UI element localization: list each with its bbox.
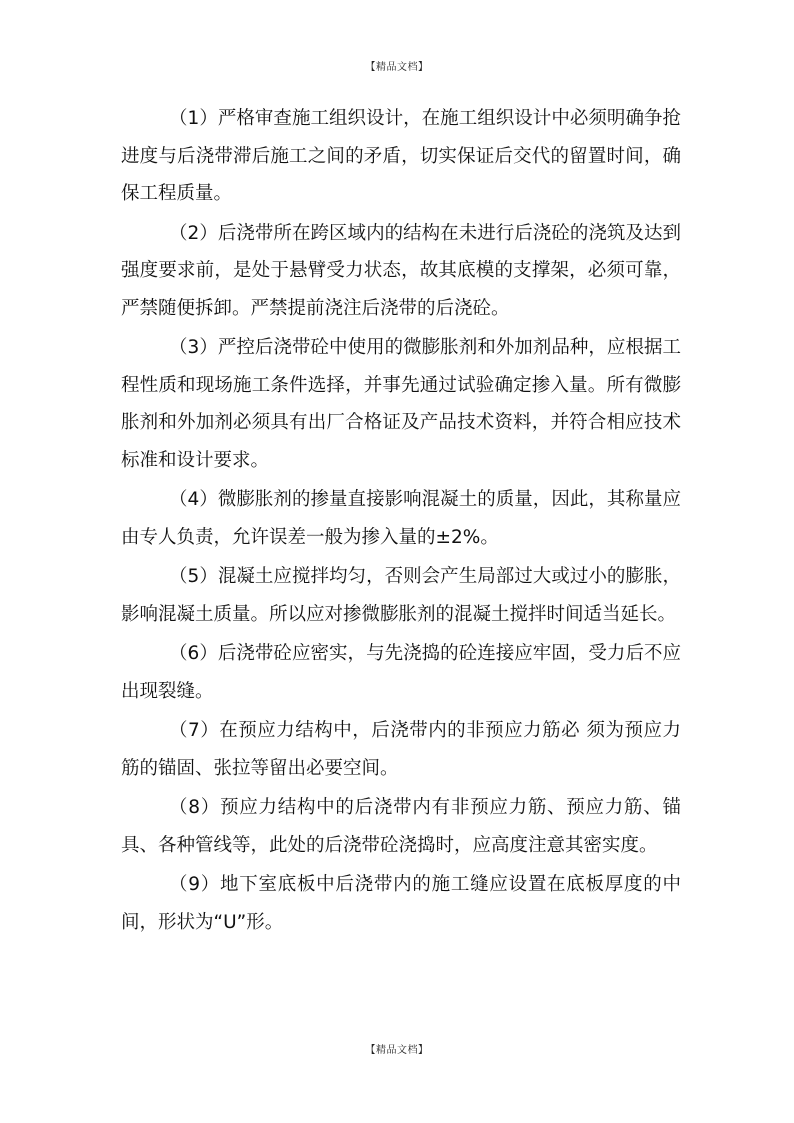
- paragraph-1: （1）严格审查施工组织设计，在施工组织设计中必须明确争抢进度与后浇带滞后施工之间的矛盾，切实保证后交代的留置时间，确保工程质量。: [121, 108, 681, 204]
- paragraph-7: （7）在预应力结构中，后浇带内的非预应力筋必 须为预应力筋的锚固、张拉等留出必要空间。: [121, 720, 681, 779]
- paragraph-2: （2）后浇带所在跨区域内的结构在未进行后浇砼的浇筑及达到强度要求前，是处于悬臂受力状态，故其底模的支撑架，必须可靠，严禁随便拆卸。严禁提前浇注后浇带的后浇砼。: [121, 222, 681, 319]
- paragraph-5: （5）混凝土应搅拌均匀，否则会产生局部过大或过小的膨胀，影响混凝土质量。所以应对掺微膨胀剂的混凝土搅拌时间适当延长。: [121, 566, 681, 625]
- page-footer: 【精品文档】: [365, 1045, 429, 1056]
- paragraph-3: （3）严控后浇带砼中使用的微膨胀剂和外加剂品种，应根据工程性质和现场施工条件选择，并事先通过试验确定掺入量。所有微膨胀剂和外加剂必须具有出厂合格证及产品技术资料，并符合相应技术标准和设计要求。: [121, 337, 681, 471]
- document-body: [121, 100, 681, 943]
- paragraph-6: （6）后浇带砼应密实，与先浇捣的砼连接应牢固，受力后不应出现裂缝。: [121, 643, 681, 702]
- paragraph-4: （4）微膨胀剂的掺量直接影响混凝土的质量，因此，其称量应由专人负责，允许误差一般为掺入量的±2%。: [121, 489, 681, 548]
- paragraph-9: （9）地下室底板中后浇带内的施工缝应设置在底板厚度的中间，形状为“U”形。: [121, 874, 681, 933]
- page-header: 【精品文档】: [365, 62, 429, 73]
- paragraph-8: （8）预应力结构中的后浇带内有非预应力筋、预应力筋、锚具、各种管线等，此处的后浇带砼浇捣时，应高度注意其密实度。: [121, 797, 681, 856]
